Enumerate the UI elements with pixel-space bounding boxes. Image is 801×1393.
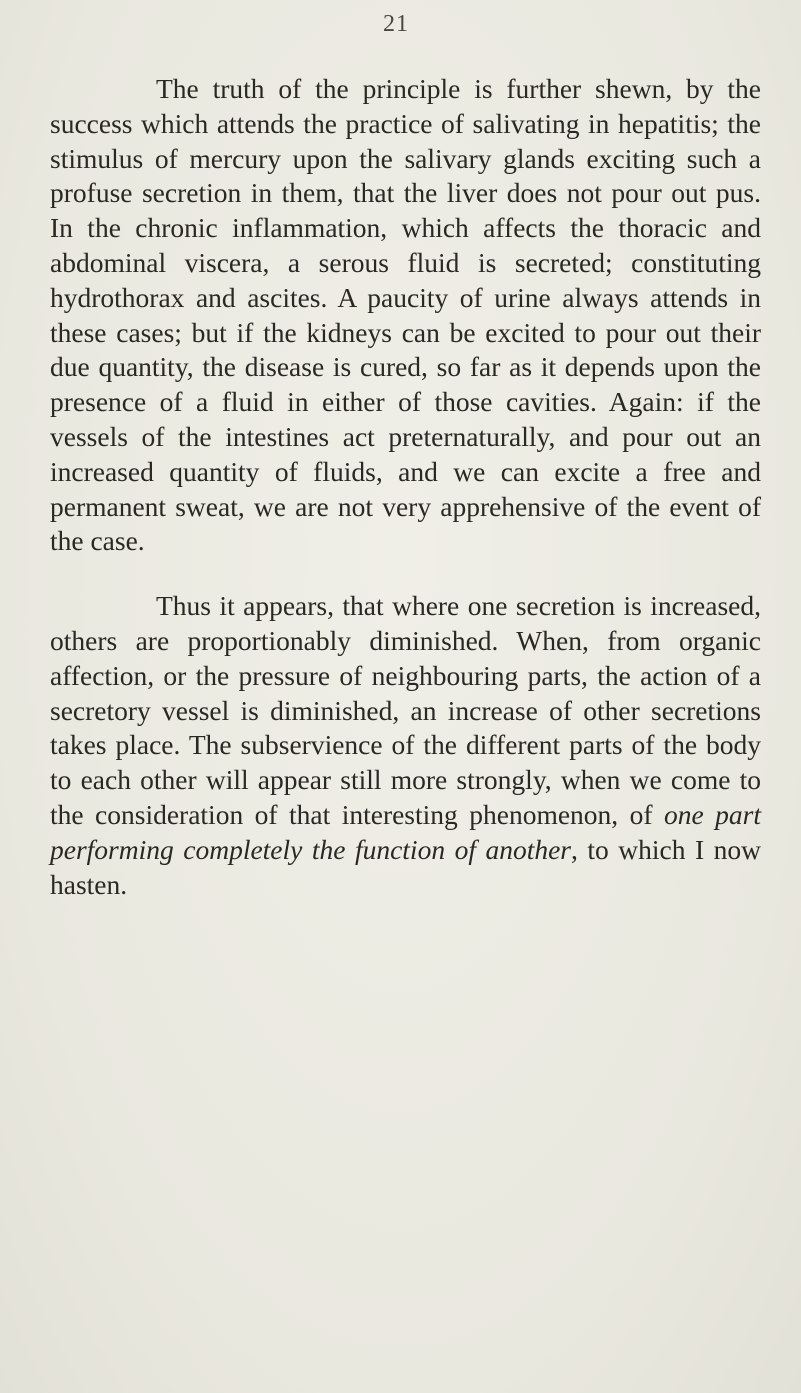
paragraph-2-text-after: , to which I now hasten. xyxy=(50,833,761,900)
paragraph-2-text-before: Thus it appears, that where one secretion is increased, others are proportionably diminished. When, from organic affection, or the pressure of neighbouring parts, the action of a secretory vessel is diminished, an increase of other secretions takes place. The subservience of the different parts of the body to each other will appear still more strongly, when we come to the consideration of that interesting phenomenon, of xyxy=(50,590,761,830)
paragraph-2-italic-phrase: one part performing completely the function of another xyxy=(50,798,761,865)
paragraph-2 xyxy=(50,589,761,902)
page-number: 21 xyxy=(383,11,409,37)
page-body xyxy=(50,72,761,902)
paragraph-1: The truth of the principle is further shewn, by the success which attends the practice of salivating in hepatitis; the stimulus of mercury upon the salivary glands exciting such a profuse secretion in them, that the liver does not pour out pus. In the chronic inflammation, which affects the thoracic and abdominal viscera, a serous fluid is secreted; constituting hydrothorax and ascites. A paucity of urine always attends in these cases; but if the kidneys can be excited to pour out their due quantity, the disease is cured, so far as it depends upon the presence of a fluid in either of those cavities. Again: if the vessels of the intestines act preternaturally, and pour out an increased quantity of fluids, and we can excite a free and permanent sweat, we are not very apprehensive of the event of the case. xyxy=(50,73,761,557)
